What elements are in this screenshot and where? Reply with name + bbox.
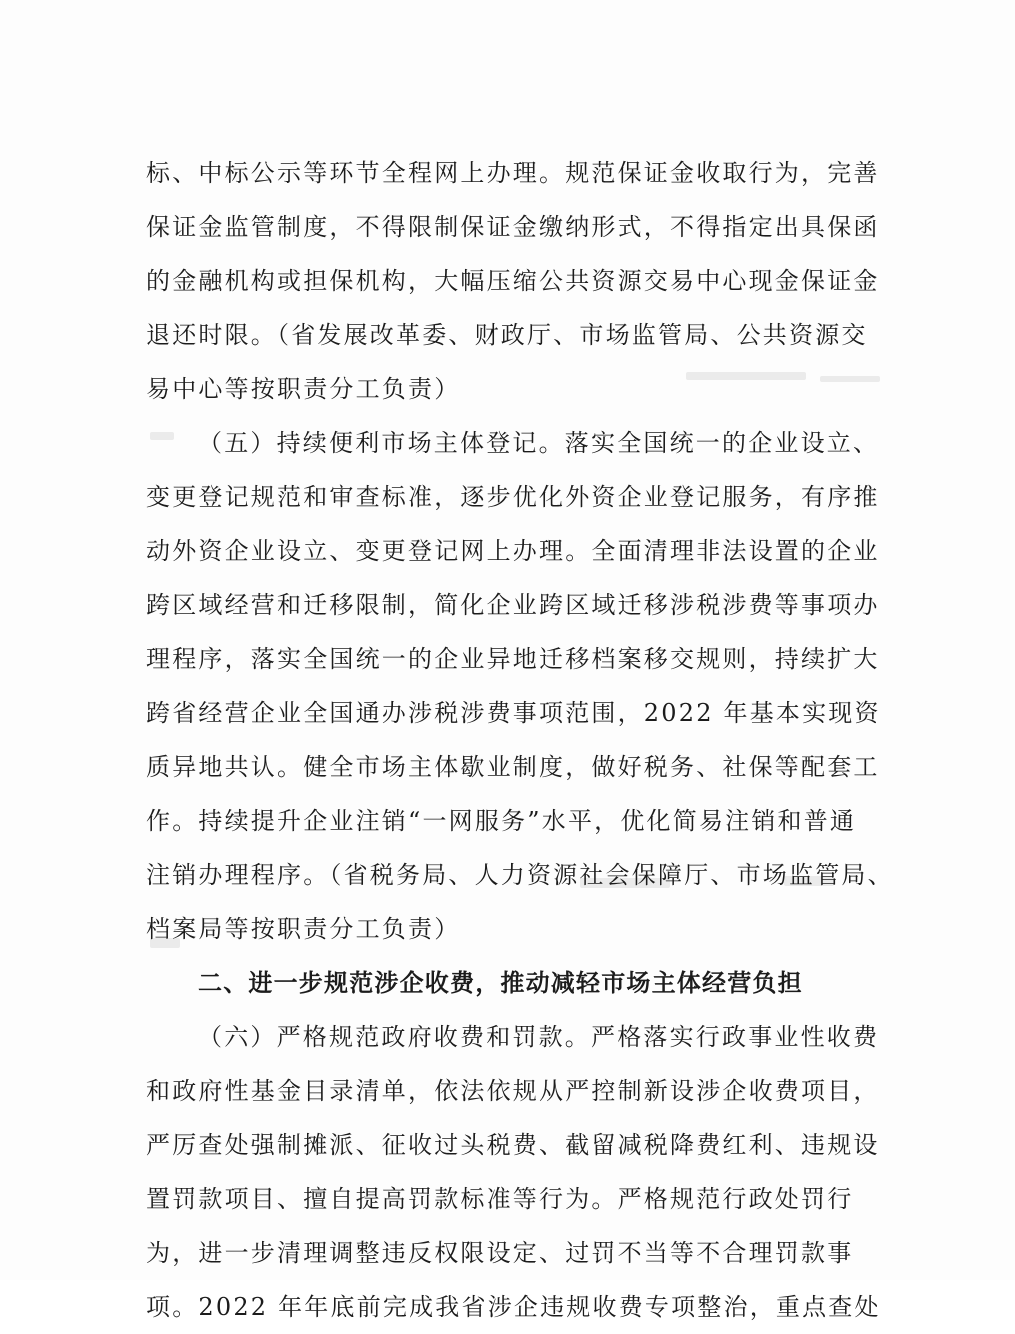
section-heading: 二、进一步规范涉企收费，推动减轻市场主体经营负担 <box>198 969 803 997</box>
text-line: 严厉查处强制摊派、征收过头税费、截留减税降费红利、违规设 <box>146 1131 880 1159</box>
text-line: 动外资企业设立、变更登记网上办理。全面清理非法设置的企业 <box>146 537 880 565</box>
text-line: 档案局等按职责分工负责） <box>146 915 461 943</box>
text-line: 项。2022 年年底前完成我省涉企违规收费专项整治，重点查处 <box>146 1293 881 1321</box>
paragraph-title-line: （五）持续便利市场主体登记。落实全国统一的企业设立、 <box>198 429 880 457</box>
text-line: 变更登记规范和审查标准，逐步优化外资企业登记服务，有序推 <box>146 483 880 511</box>
text-line: 质异地共认。健全市场主体歇业制度，做好税务、社保等配套工 <box>146 753 880 781</box>
body-text <box>146 146 894 1334</box>
text-line: 易中心等按职责分工负责） <box>146 375 461 403</box>
text-line: 为，进一步清理调整违反权限设定、过罚不当等不合理罚款事 <box>146 1239 854 1267</box>
text-line: 保证金监管制度，不得限制保证金缴纳形式，不得指定出具保函 <box>146 213 880 241</box>
text-line: 理程序，落实全国统一的企业异地迁移档案移交规则，持续扩大 <box>146 645 880 673</box>
text-line: 跨省经营企业全国通办涉税涉费事项范围，2022 年基本实现资 <box>146 699 881 727</box>
text-line: 的金融机构或担保机构，大幅压缩公共资源交易中心现金保证金 <box>146 267 880 295</box>
text-line: 注销办理程序。（省税务局、人力资源社会保障厅、市场监管局、 <box>146 861 894 889</box>
paragraph-title-line: （六）严格规范政府收费和罚款。严格落实行政事业性收费 <box>198 1023 880 1051</box>
text-line: 跨区域经营和迁移限制，简化企业跨区域迁移涉税涉费等事项办 <box>146 591 880 619</box>
text-line: 和政府性基金目录清单，依法依规从严控制新设涉企收费项目， <box>146 1077 880 1105</box>
text-line: 作。持续提升企业注销“一网服务”水平，优化简易注销和普通 <box>146 807 857 835</box>
text-line: 置罚款项目、擅自提高罚款标准等行为。严格规范行政处罚行 <box>146 1185 854 1213</box>
text-line: 退还时限。（省发展改革委、财政厅、市场监管局、公共资源交 <box>146 321 868 349</box>
text-line: 标、中标公示等环节全程网上办理。规范保证金收取行为，完善 <box>146 159 880 187</box>
